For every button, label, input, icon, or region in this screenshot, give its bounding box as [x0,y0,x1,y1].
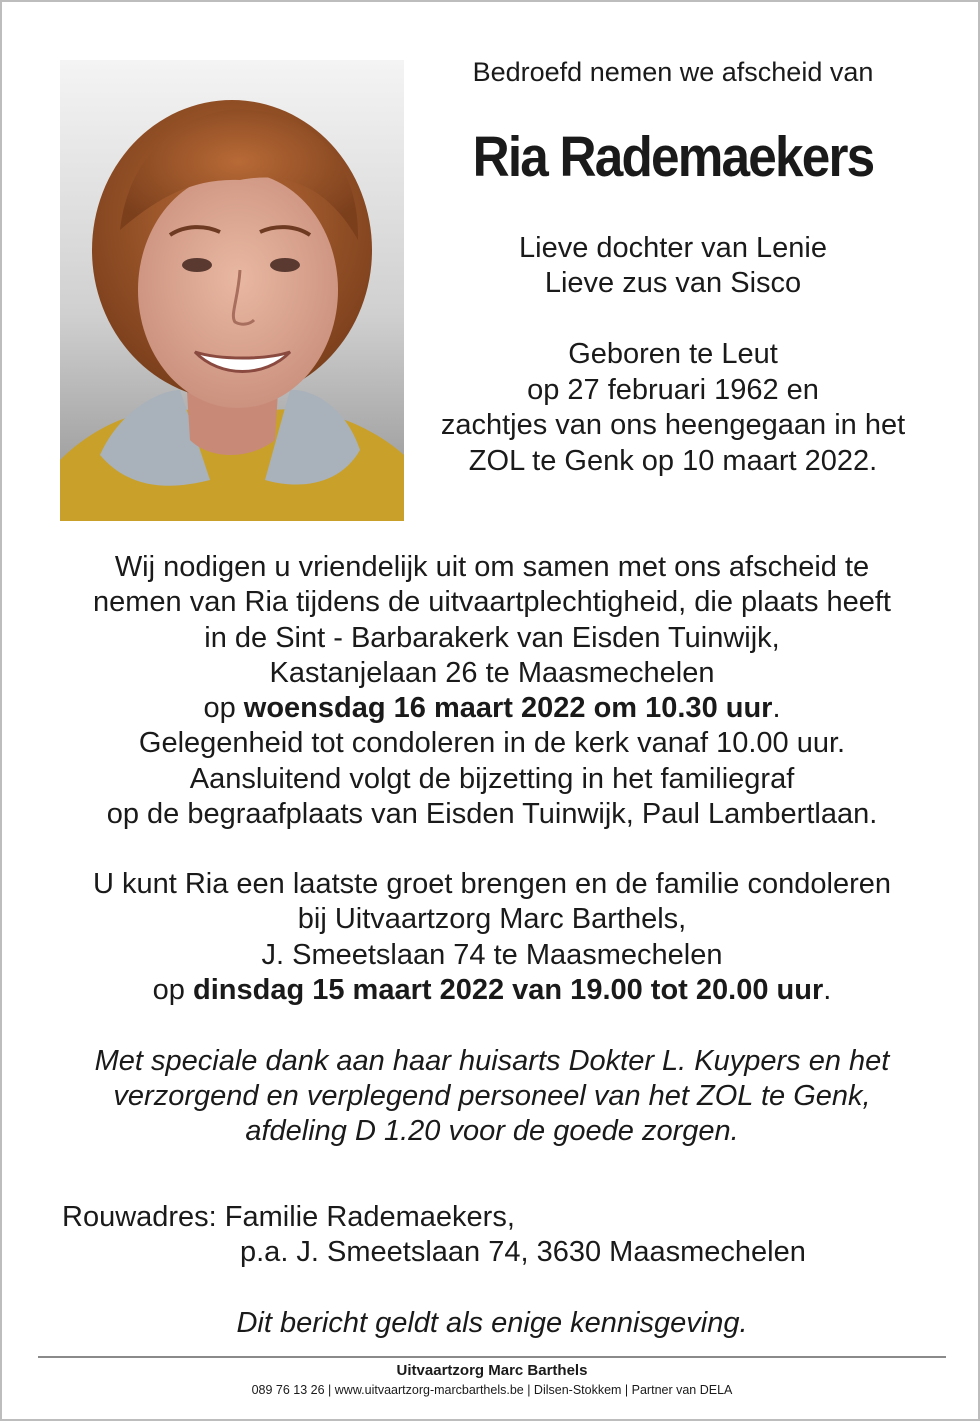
invite-line: in de Sint - Barbarakerk van Eisden Tuinwijk, [204,621,780,654]
date-prefix: op [152,973,193,1006]
visitation-info [32,867,952,1008]
notice-text: Dit bericht geldt als enige kennisgeving. [236,1307,748,1339]
birth-death-info [422,337,924,479]
invite-line: Gelegenheid tot condoleren in de kerk vanaf 10.00 uur. [138,727,846,760]
thanks-line: verzorgend en verplegend personeel van het ZOL te Genk, [113,1080,871,1112]
portrait-illustration [60,60,404,521]
visit-line: bij Uitvaartzorg Marc Barthels, [297,903,687,936]
thanks-line: Met speciale dank aan haar huisarts Dokter L. Kuypers en het [94,1045,890,1077]
birth-line: zachtjes van ons heengegaan in het [440,409,906,441]
funeral-invitation [32,550,952,832]
birth-line: Geboren te Leut [568,338,778,370]
mourning-address-line: Rouwadres: Familie Rademaekers, [62,1201,515,1233]
funeral-date: woensdag 16 maart 2022 om 10.30 uur [243,692,773,725]
visit-date-line [32,973,952,1008]
intro-text: Bedroefd nemen we afscheid van [472,57,874,87]
funeral-home-contact: 089 76 13 26 | www.uitvaartzorg-marcbarthels.be | Dilsen-Stokkem | Partner van DELA [251,1383,733,1397]
relation-line: Lieve zus van Sisco [544,267,802,299]
visit-date: dinsdag 15 maart 2022 van 19.00 tot 20.00 uur [193,973,824,1006]
date-prefix: op [203,692,244,725]
funeral-date-line [32,691,952,726]
portrait-photo [60,60,404,521]
funeral-home-name: Uitvaartzorg Marc Barthels [396,1362,588,1379]
footer-divider [38,1356,946,1358]
family-relations [422,231,924,301]
date-suffix: . [772,692,781,725]
invite-line: Kastanjelaan 26 te Maasmechelen [269,656,715,689]
deceased-name: Ria Rademaekers [472,125,874,189]
visit-line: U kunt Ria een laatste groet brengen en de familie condoleren [92,868,891,900]
invite-line: op de begraafplaats van Eisden Tuinwijk, Paul Lambertlaan. [106,798,878,831]
thanks-line: afdeling D 1.20 voor de goede zorgen. [245,1115,739,1147]
relation-line: Lieve dochter van Lenie [519,232,827,264]
mourning-address-line: p.a. J. Smeetslaan 74, 3630 Maasmechelen [240,1236,806,1268]
invite-line: Wij nodigen u vriendelijk uit om samen met ons afscheid te [114,551,870,583]
birth-line: op 27 februari 1962 en [527,373,819,406]
date-suffix: . [823,973,832,1006]
thanks-note [32,1044,952,1149]
invite-line: Aansluitend volgt de bijzetting in het familiegraf [189,762,795,795]
visit-line: J. Smeetslaan 74 te Maasmechelen [261,938,723,971]
birth-line: ZOL te Genk op 10 maart 2022. [468,444,878,477]
invite-line: nemen van Ria tijdens de uitvaartplechtigheid, die plaats heeft [92,586,891,619]
